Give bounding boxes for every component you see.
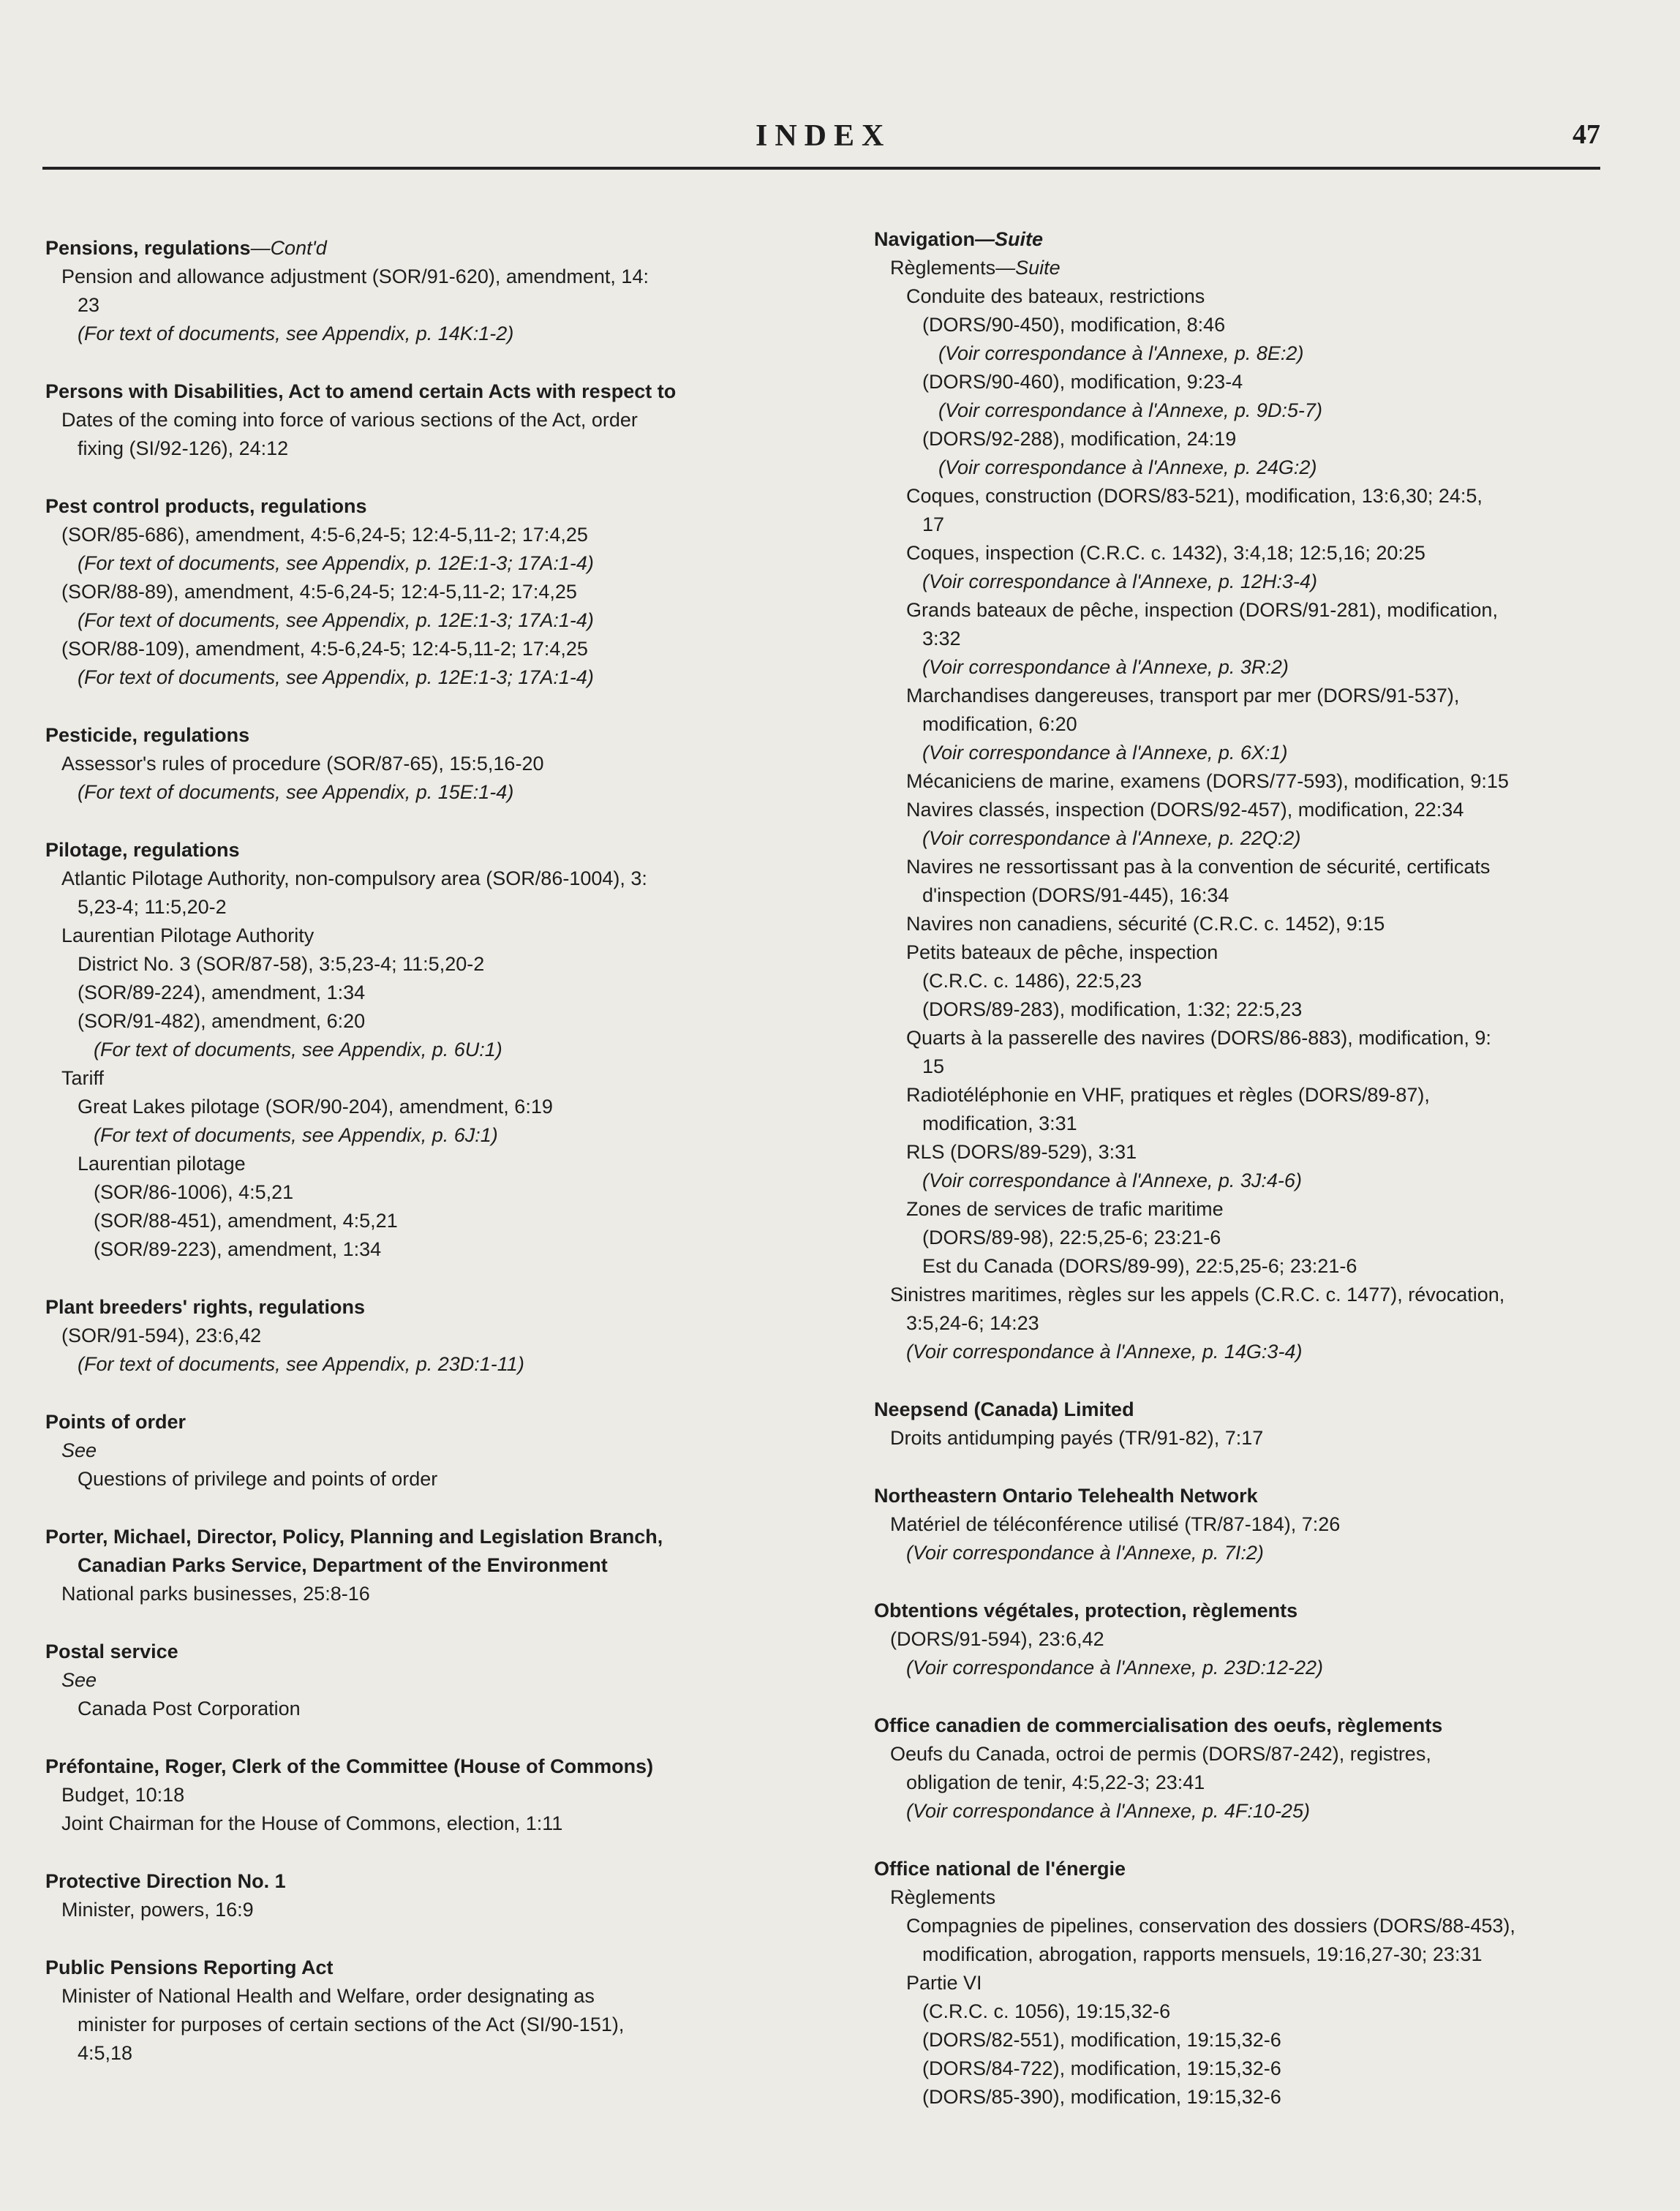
index-entry — [874, 1482, 1646, 1567]
reference-line: (For text of documents, see Appendix, p. 12E:1-3; 17A:1-4) — [78, 552, 594, 574]
index-entry — [874, 1395, 1646, 1453]
reference-line: (For text of documents, see Appendix, p. 23D:1-11) — [78, 1353, 524, 1375]
entry-line: (SOR/88-109), amendment, 4:5-6,24-5; 12:4-5,11-2; 17:4,25 — [61, 638, 588, 660]
entry-line: Questions of privilege and points of order — [78, 1468, 438, 1490]
continued-marker: —Cont'd — [250, 237, 327, 259]
entry-line: Pension and allowance adjustment (SOR/91-620), amendment, 14: — [61, 265, 649, 287]
entry-line: 5,23-4; 11:5,20-2 — [78, 896, 227, 918]
entry-line: Laurentian Pilotage Authority — [61, 924, 314, 946]
entry-line: Matériel de téléconférence utilisé (TR/87-184), 7:26 — [890, 1513, 1341, 1535]
index-entry — [874, 1597, 1646, 1682]
see-label: See — [61, 1439, 97, 1461]
entry-line: Navires classés, inspection (DORS/92-457), modification, 22:34 — [906, 799, 1464, 821]
entry-line: District No. 3 (SOR/87-58), 3:5,23-4; 11:5,20-2 — [78, 953, 485, 975]
entry-line: (C.R.C. c. 1056), 19:15,32-6 — [922, 2000, 1171, 2022]
index-entry — [45, 1867, 802, 1924]
entry-line: modification, abrogation, rapports mensuels, 19:16,27-30; 23:31 — [922, 1943, 1483, 1965]
entry-line: Partie VI — [906, 1972, 982, 1994]
entry-line: Zones de services de trafic maritime — [906, 1198, 1224, 1220]
entry-line: (DORS/82-551), modification, 19:15,32-6 — [922, 2029, 1281, 2051]
entry-line: Mécaniciens de marine, examens (DORS/77-593), modification, 9:15 — [906, 770, 1509, 792]
reference-line: (Voir correspondance à l'Annexe, p. 24G:2) — [938, 456, 1317, 478]
reference-line: (Voir correspondance à l'Annexe, p. 9D:5-7) — [938, 399, 1322, 421]
page-header — [42, 110, 1600, 176]
index-entry — [45, 1638, 802, 1723]
reference-line: (Voir correspondance à l'Annexe, p. 14G:3-4) — [906, 1341, 1303, 1363]
entry-line: Conduite des bateaux, restrictions — [906, 285, 1205, 307]
entry-heading: Points of order — [45, 1411, 187, 1433]
reference-line: (For text of documents, see Appendix, p. 6U:1) — [94, 1039, 502, 1061]
entry-line: Navires ne ressortissant pas à la convention de sécurité, certificats — [906, 856, 1491, 878]
continued-marker: —Suite — [975, 228, 1044, 250]
reference-line: (For text of documents, see Appendix, p. 12E:1-3; 17A:1-4) — [78, 609, 594, 631]
reference-line: (Voir correspondance à l'Annexe, p. 3J:4-6) — [922, 1169, 1302, 1191]
entry-line: (DORS/90-450), modification, 8:46 — [922, 314, 1226, 336]
entry-line: Minister of National Health and Welfare, order designating as — [61, 1985, 595, 2007]
entry-line: (SOR/91-594), 23:6,42 — [61, 1325, 262, 1346]
entry-line: (DORS/90-460), modification, 9:23-4 — [922, 371, 1243, 393]
index-entry — [45, 1752, 802, 1838]
entry-line: Coques, construction (DORS/83-521), modification, 13:6,30; 24:5, — [906, 485, 1483, 507]
entry-line: Laurentian pilotage — [78, 1153, 246, 1175]
page-title: INDEX — [756, 119, 892, 153]
entry-line: Minister, powers, 16:9 — [61, 1899, 254, 1921]
entry-line: (SOR/89-224), amendment, 1:34 — [78, 982, 366, 1003]
entry-heading: Protective Direction No. 1 — [45, 1870, 286, 1892]
entry-line: (C.R.C. c. 1486), 22:5,23 — [922, 970, 1142, 992]
sub-heading: Règlements — [890, 257, 996, 279]
entry-line: Radiotéléphonie en VHF, pratiques et règles (DORS/89-87), — [906, 1084, 1430, 1106]
index-entry — [45, 721, 802, 807]
entry-heading: Persons with Disabilities, Act to amend certain Acts with respect to — [45, 380, 677, 402]
reference-line: (For text of documents, see Appendix, p. 6J:1) — [94, 1124, 498, 1146]
entry-heading: Porter, Michael, Director, Policy, Planning and Legislation Branch, — [45, 1526, 663, 1548]
reference-line: (Voir correspondance à l'Annexe, p. 7I:2) — [906, 1542, 1264, 1564]
entry-line: Great Lakes pilotage (SOR/90-204), amendment, 6:19 — [78, 1096, 553, 1118]
entry-line: Marchandises dangereuses, transport par mer (DORS/91-537), — [906, 685, 1460, 707]
entry-line: modification, 3:31 — [922, 1112, 1077, 1134]
entry-line: Joint Chairman for the House of Commons, election, 1:11 — [61, 1812, 563, 1834]
entry-heading: Navigation — [874, 228, 976, 250]
entry-heading: Public Pensions Reporting Act — [45, 1956, 334, 1978]
entry-line: (DORS/84-722), modification, 19:15,32-6 — [922, 2057, 1281, 2079]
entry-line: Canada Post Corporation — [78, 1698, 301, 1720]
entry-line: Petits bateaux de pêche, inspection — [906, 941, 1218, 963]
reference-line: (For text of documents, see Appendix, p. 12E:1-3; 17A:1-4) — [78, 666, 594, 688]
reference-line: (Voir correspondance à l'Annexe, p. 6X:1) — [922, 742, 1288, 764]
index-entry — [45, 492, 802, 692]
entry-line: RLS (DORS/89-529), 3:31 — [906, 1141, 1137, 1163]
entry-line: 3:5,24-6; 14:23 — [906, 1312, 1039, 1334]
entry-line: d'inspection (DORS/91-445), 16:34 — [922, 884, 1229, 906]
entry-line: (SOR/88-451), amendment, 4:5,21 — [94, 1210, 398, 1232]
entry-line: Assessor's rules of procedure (SOR/87-65), 15:5,16-20 — [61, 753, 544, 775]
entry-line: (DORS/92-288), modification, 24:19 — [922, 428, 1237, 450]
entry-line: 3:32 — [922, 628, 961, 649]
index-entry — [45, 234, 802, 348]
entry-line: (SOR/88-89), amendment, 4:5-6,24-5; 12:4-5,11-2; 17:4,25 — [61, 581, 577, 603]
entry-line: Tariff — [61, 1067, 105, 1089]
entry-line: (DORS/89-98), 22:5,25-6; 23:21-6 — [922, 1227, 1221, 1248]
see-label: See — [61, 1669, 97, 1691]
entry-line: National parks businesses, 25:8-16 — [61, 1583, 370, 1605]
entry-heading: Pest control products, regulations — [45, 495, 367, 517]
entry-line: obligation de tenir, 4:5,22-3; 23:41 — [906, 1771, 1205, 1793]
entry-heading: Neepsend (Canada) Limited — [874, 1398, 1134, 1420]
entry-line: Navires non canadiens, sécurité (C.R.C. c. 1452), 9:15 — [906, 913, 1385, 935]
index-entry — [45, 836, 802, 1264]
entry-line: 15 — [922, 1055, 945, 1077]
reference-line: (For text of documents, see Appendix, p. 14K:1-2) — [78, 323, 514, 344]
entry-line: Budget, 10:18 — [61, 1784, 185, 1806]
index-entry — [45, 1523, 802, 1608]
index-entry — [874, 225, 1646, 1366]
index-entry — [874, 1855, 1646, 2112]
entry-line: (SOR/89-223), amendment, 1:34 — [94, 1238, 382, 1260]
index-entry — [874, 1711, 1646, 1826]
entry-line: fixing (SI/92-126), 24:12 — [78, 437, 289, 459]
entry-heading: Plant breeders' rights, regulations — [45, 1296, 366, 1318]
entry-line: Sinistres maritimes, règles sur les appels (C.R.C. c. 1477), révocation, — [890, 1284, 1505, 1306]
index-column-left — [45, 234, 802, 2097]
entry-line: Coques, inspection (C.R.C. c. 1432), 3:4,18; 12:5,16; 20:25 — [906, 542, 1425, 564]
entry-heading: Postal service — [45, 1641, 178, 1662]
reference-line: (Voir correspondance à l'Annexe, p. 12H:3-4) — [922, 570, 1317, 592]
entry-line: Droits antidumping payés (TR/91-82), 7:17 — [890, 1427, 1264, 1449]
entry-line: (SOR/85-686), amendment, 4:5-6,24-5; 12:4-5,11-2; 17:4,25 — [61, 524, 588, 546]
header-rule — [42, 167, 1600, 170]
entry-heading: Préfontaine, Roger, Clerk of the Committee (House of Commons) — [45, 1755, 654, 1777]
entry-heading: Pensions, regulations — [45, 237, 251, 259]
entry-line: 23 — [78, 294, 100, 316]
entry-heading-cont: Canadian Parks Service, Department of the Environment — [78, 1554, 608, 1576]
entry-line: 17 — [922, 513, 945, 535]
reference-line: (For text of documents, see Appendix, p. 15E:1-4) — [78, 781, 514, 803]
continued-marker: —Suite — [995, 257, 1061, 279]
reference-line: (Voir correspondance à l'Annexe, p. 8E:2) — [938, 342, 1304, 364]
index-entry — [45, 1954, 802, 2068]
entry-line: (DORS/85-390), modification, 19:15,32-6 — [922, 2086, 1281, 2108]
entry-heading: Northeastern Ontario Telehealth Network — [874, 1485, 1258, 1507]
index-entry — [45, 1408, 802, 1494]
entry-line: modification, 6:20 — [922, 713, 1077, 735]
entry-line: (DORS/91-594), 23:6,42 — [890, 1628, 1104, 1650]
reference-line: (Voir correspondance à l'Annexe, p. 22Q:2) — [922, 827, 1301, 849]
entry-heading: Obtentions végétales, protection, règlements — [874, 1600, 1298, 1621]
entry-line: Atlantic Pilotage Authority, non-compulsory area (SOR/86-1004), 3: — [61, 867, 647, 889]
entry-line: Quarts à la passerelle des navires (DORS/86-883), modification, 9: — [906, 1027, 1491, 1049]
entry-heading: Office canadien de commercialisation des oeufs, règlements — [874, 1714, 1443, 1736]
index-entry — [45, 1293, 802, 1379]
index-column-right — [874, 225, 1646, 2141]
entry-line: 4:5,18 — [78, 2042, 133, 2064]
entry-line: (SOR/86-1006), 4:5,21 — [94, 1181, 294, 1203]
reference-line: (Voir correspondance à l'Annexe, p. 4F:10-25) — [906, 1800, 1310, 1822]
entry-line: Oeufs du Canada, octroi de permis (DORS/87-242), registres, — [890, 1743, 1431, 1765]
sub-heading: Règlements — [890, 1886, 996, 1908]
entry-heading: Office national de l'énergie — [874, 1858, 1126, 1880]
entry-line: Compagnies de pipelines, conservation des dossiers (DORS/88-453), — [906, 1915, 1515, 1937]
entry-heading: Pilotage, regulations — [45, 839, 240, 861]
entry-heading: Pesticide, regulations — [45, 724, 250, 746]
entry-line: Dates of the coming into force of various sections of the Act, order — [61, 409, 638, 431]
entry-line: Est du Canada (DORS/89-99), 22:5,25-6; 23:21-6 — [922, 1255, 1357, 1277]
reference-line: (Voir correspondance à l'Annexe, p. 3R:2) — [922, 656, 1289, 678]
entry-line: (SOR/91-482), amendment, 6:20 — [78, 1010, 366, 1032]
reference-line: (Voir correspondance à l'Annexe, p. 23D:12-22) — [906, 1657, 1323, 1679]
entry-line: minister for purposes of certain sections of the Act (SI/90-151), — [78, 2014, 625, 2035]
entry-line: Grands bateaux de pêche, inspection (DORS/91-281), modification, — [906, 599, 1498, 621]
entry-line: (DORS/89-283), modification, 1:32; 22:5,23 — [922, 998, 1303, 1020]
index-entry — [45, 377, 802, 463]
page-number: 47 — [1572, 119, 1600, 150]
